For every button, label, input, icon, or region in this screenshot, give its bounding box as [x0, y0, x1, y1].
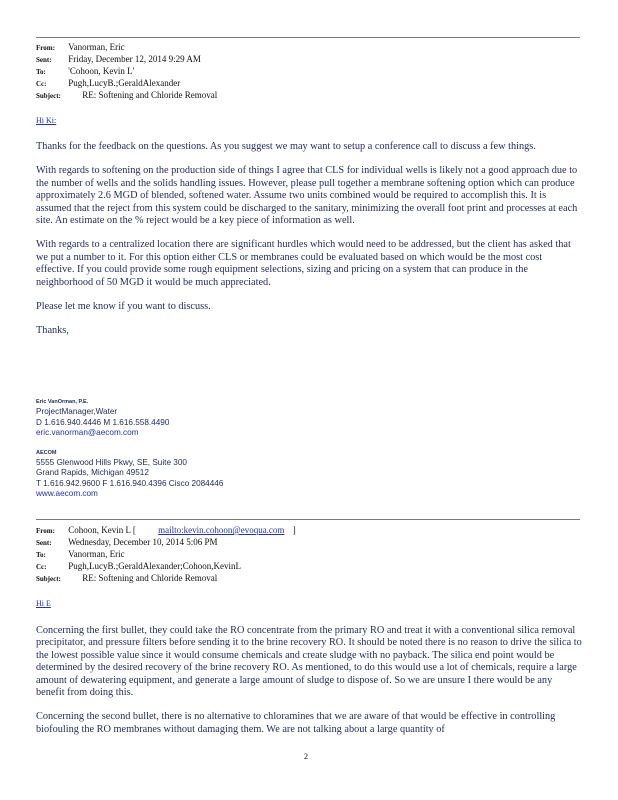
email2-salutation: Hi E [36, 599, 51, 608]
email1-salutation: Hi Ki: [36, 116, 57, 125]
email1-paragraph-5: Thanks, [36, 325, 69, 337]
subject-value: RE: Softening and Chloride Removal [82, 90, 218, 100]
email2-paragraph-2: Concerning the second bullet, there is no alternative to chloramines that we are aware of that would be effective in controlling biofouling the RO membranes without damaging them. We are not talking about a large quantity of [36, 711, 556, 735]
from-value: Vanorman, Eric [68, 42, 125, 52]
email2-from-mailto-link[interactable]: mailto:kevin.cohoon@evoqua.com [158, 525, 285, 535]
email1-body [36, 141, 582, 338]
email1-paragraph-4: Please let me know if you want to discuss. [36, 301, 211, 313]
signature-address-line2: Grand Rapids, Michigan 49512 [36, 468, 149, 478]
sent-label: Sent: [36, 56, 52, 64]
signature-phones2: T 1.616.942.9600 F 1.616.940.4396 Cisco 2084446 [36, 478, 224, 488]
email2-from-bracket: ] [292, 525, 296, 535]
signature-email-link[interactable]: eric.vanorman@aecom.com [36, 428, 139, 438]
email2-paragraph-1: Concerning the first bullet, they could take the RO concentrate from the primary RO and treat it with a conventional silica removal precipitator, and pressure filters before sending it to the brine recovery RO. It should be noted there is no reason to drive the silica to the lowest possible value since it would consume chemicals and create sludge with no payback. The silica end point would be determined by the desired recovery of the brine recovery RO. As mentioned, to do this would use a lot of chemicals, require a large amount of dewatering equipment, and generate a large amount of sludge to dispose of. So we are unsure I there would be any benefit from doing this. [36, 625, 582, 699]
subject-label: Subject: [36, 92, 61, 100]
email2-subject-value: RE: Softening and Chloride Removal [82, 573, 218, 583]
email2-sent-value: Wednesday, December 10, 2014 5:06 PM [68, 537, 218, 547]
email2-to-value: Vanorman, Eric [68, 549, 125, 559]
email1-paragraph-3: With regards to a centralized location there are significant hurdles which would need to be addressed, but the client has asked that we put a number to it. For this option either CLS or membranes could be evaluated based on which would be the most cost effective. If you could provide some rough equipment selections, sizing and pricing on a system that can produce in the neighborhood of 50 MGD it would be much appreciated. [36, 239, 571, 288]
signature-address-line1: 5555 Glenwood Hills Pkwy, SE, Suite 300 [36, 458, 187, 468]
email2-subject-row [36, 572, 217, 585]
from-label: From: [36, 44, 55, 52]
to-value: 'Cohoon, Kevin L' [68, 66, 135, 76]
to-label: To: [36, 68, 46, 76]
email-divider-rule [36, 519, 580, 520]
signature-block [36, 397, 223, 500]
email2-body [36, 625, 582, 736]
email2-cc-label: Cc: [36, 563, 47, 571]
top-rule [36, 37, 580, 38]
subject-row [36, 89, 217, 102]
email1-paragraph-1: Thanks for the feedback on the questions. As you suggest we may want to setup a conference call to discuss a few things. [36, 141, 536, 152]
signature-name: Eric VanOrman, P.E. [36, 399, 89, 405]
signature-company: AECOM [36, 449, 57, 456]
email2-subject-label: Subject: [36, 575, 61, 583]
email2-from-value: Cohoon, Kevin L [ [68, 525, 136, 535]
email2-cc-value: Pugh,LucyB.;GeraldAlexander;Cohoon,KevinL [68, 561, 241, 571]
cc-label: Cc: [36, 80, 47, 88]
signature-title: ProjectManager,Water [36, 407, 118, 417]
sent-value: Friday, December 12, 2014 9:29 AM [68, 54, 201, 64]
cc-value: Pugh,LucyB.;GeraldAlexander [68, 78, 181, 88]
email2-from-label: From: [36, 527, 55, 535]
email2-to-label: To: [36, 551, 46, 559]
email1-paragraph-2: With regards to softening on the production side of things I agree that CLS for individual wells is likely not a good approach due to the number of wells and the solids handling issues. However, please pull together a membrane softening option which can produce approximately 2.6 MGD of blended, softened water. Assume two units combined would be required to accomplish this. It is assumed that the reject from this system could be discharged to the sanitary, minimizing the overall foot print and processes at each site. An estimate on the % reject would be a key piece of information as well. [36, 165, 578, 227]
signature-website-link[interactable]: www.aecom.com [36, 489, 98, 499]
signature-phones: D 1.616.940.4446 M 1.616.558.4490 [36, 417, 170, 427]
email2-sent-label: Sent: [36, 539, 52, 547]
page-number: 2 [304, 752, 308, 761]
